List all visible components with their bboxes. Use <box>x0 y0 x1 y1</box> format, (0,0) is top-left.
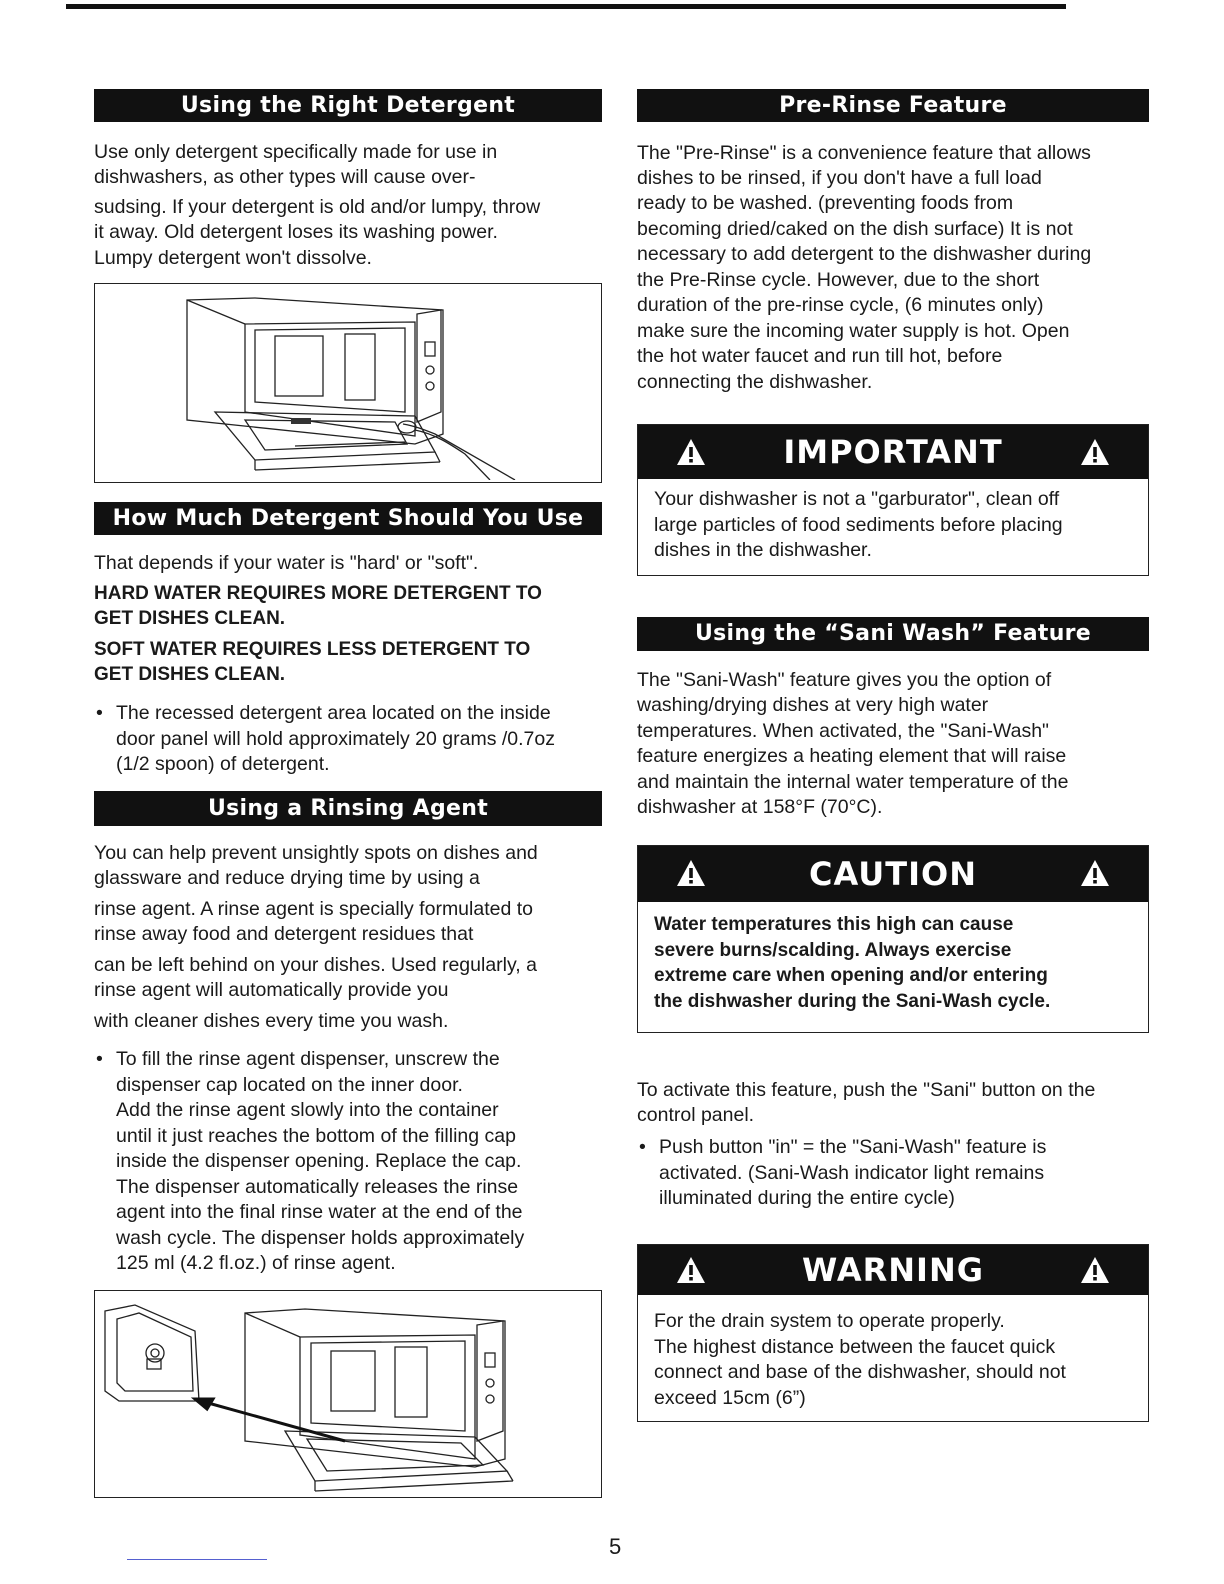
heading-rinsing-agent: Using a Rinsing Agent <box>94 791 602 826</box>
warning-triangle-icon <box>1080 438 1110 466</box>
caution-notice <box>637 845 1149 1033</box>
warning-notice <box>637 1244 1149 1422</box>
heading-pre-rinse: Pre-Rinse Feature <box>637 89 1149 122</box>
warning-triangle-icon <box>676 438 706 466</box>
water-hardness-intro: That depends if your water is "hard' or "soft". <box>94 552 479 574</box>
caution-body: Water temperatures this high can cause severe burns/scalding. Always exercise extreme care when opening and/or entering the dishwasher during the Sani-Wash cycle. <box>654 914 1051 1012</box>
figure-rinse-dispenser <box>94 1290 602 1498</box>
caution-title: CAUTION <box>809 855 977 893</box>
warning-triangle-icon <box>676 1256 706 1284</box>
figure-detergent-dispenser <box>94 283 602 483</box>
detergent-amount-bullet: • The recessed detergent area located on the inside door panel will hold approximately 20 grams /0.7oz (1/2 spoon) of detergent. <box>96 702 555 775</box>
heading-sani-wash: Using the “Sani Wash” Feature <box>637 617 1149 651</box>
warning-triangle-icon <box>1080 1256 1110 1284</box>
rinse-agent-dispenser-illustration <box>95 1291 600 1495</box>
rinse-dispenser-bullet: • To fill the rinse agent dispenser, unscrew the dispenser cap located on the inner door. Add the rinse agent slowly into the container until it just reaches the bottom of the filling cap inside the dispenser opening. Replace the cap. The dispenser automatically releases the rinse agent into the final rinse water at the end of the wash cycle. The dispenser holds approximately 125 ml (4.2 fl.oz.) of rinse agent. <box>96 1048 525 1274</box>
bullet-icon: • <box>96 1048 103 1070</box>
heading-how-much-detergent: How Much Detergent Should You Use <box>94 502 602 535</box>
important-notice <box>637 424 1149 576</box>
warning-title: WARNING <box>802 1251 984 1289</box>
bullet-icon: • <box>639 1136 646 1158</box>
page-number: 5 <box>609 1534 622 1559</box>
heading-right-detergent: Using the Right Detergent <box>94 89 602 122</box>
sani-button-bullet: • Push button "in" = the "Sani-Wash" feature is activated. (Sani-Wash indicator light remains illuminated during the entire cycle) <box>639 1136 1047 1209</box>
dishwasher-open-door-illustration <box>95 284 600 480</box>
footer-rule <box>127 1559 267 1560</box>
top-rule <box>66 4 1066 9</box>
bullet-icon: • <box>96 702 103 724</box>
warning-triangle-icon <box>676 859 706 887</box>
warning-body: For the drain system to operate properly. The highest distance between the faucet quick connect and base of the dishwasher, should not exceed 15cm (6”) <box>654 1310 1066 1409</box>
important-body: Your dishwasher is not a "garburator", clean off large particles of food sediments before placing dishes in the dishwasher. <box>654 488 1063 561</box>
important-title: IMPORTANT <box>783 433 1003 471</box>
warning-triangle-icon <box>1080 859 1110 887</box>
